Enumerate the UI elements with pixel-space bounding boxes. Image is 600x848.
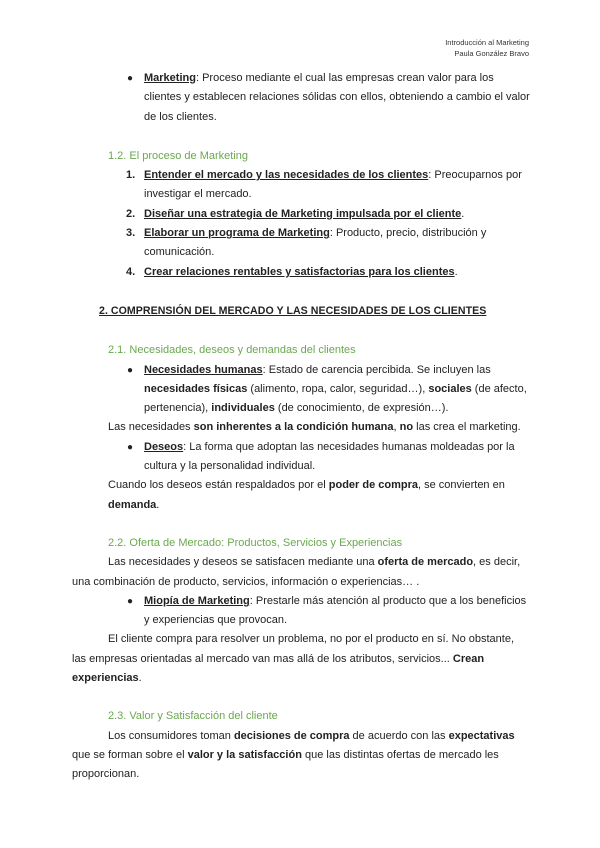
term-marketing: Marketing <box>144 72 196 84</box>
text-run: (de conocimiento, de expresión…). <box>274 402 449 415</box>
definition-text: : Prestarle más atención al producto que a los beneficios y experiencias que provocan. <box>144 594 527 627</box>
bullet-icon: ● <box>127 364 134 376</box>
text-run: que las distintas ofertas de mercado les proporcionan. <box>72 748 499 781</box>
header-course-title: Introducción al Marketing <box>445 38 529 47</box>
list-item <box>72 592 530 631</box>
list-item <box>72 263 530 282</box>
subsection-heading-1-2: 1.2. El proceso de Marketing <box>108 149 249 162</box>
text-run: , <box>393 421 400 434</box>
step-text: : Preocuparnos por investigar el mercado. <box>144 169 522 201</box>
text-run: . <box>138 672 142 685</box>
paragraph-experiences <box>72 630 530 688</box>
keyword: son inherentes a la condición humana <box>193 421 394 434</box>
text-run: Las necesidades <box>108 421 194 434</box>
step-number: 4. <box>126 265 136 278</box>
step-number: 1. <box>126 169 136 182</box>
step-title: Diseñar una estrategia de Marketing impulsada por el cliente <box>144 207 462 220</box>
step-number: 3. <box>126 227 136 240</box>
text-run: : Estado de carencia percibida. Se incluyen las <box>262 363 491 376</box>
list-item <box>72 361 530 419</box>
list-item <box>72 224 530 263</box>
text-run: que se forman sobre el <box>72 748 188 761</box>
paragraph-market-offer <box>72 553 530 592</box>
text-run: Cuando los deseos están respaldados por el <box>108 479 329 492</box>
text-run: las crea el marketing. <box>413 421 521 434</box>
text-run: . <box>156 498 160 511</box>
bullet-icon: ● <box>127 73 134 84</box>
keyword: Crean experiencias <box>72 652 485 685</box>
step-title: Crear relaciones rentables y satisfactorias para los clientes <box>144 265 455 278</box>
text-run: (alimento, ropa, calor, seguridad…), <box>247 382 429 395</box>
step-number: 2. <box>126 207 136 220</box>
paragraph-demand <box>72 476 530 515</box>
step-text: : Producto, precio, distribución y comunicación. <box>144 227 487 259</box>
process-steps-list <box>72 166 530 282</box>
list-item <box>72 166 530 205</box>
keyword: oferta de mercado <box>377 556 474 569</box>
bullet-icon: ● <box>127 441 134 453</box>
text-run: El cliente compra para resolver un problema, no por el producto en sí. No obstante, las empresas orientadas al mercado van mas allá de los atributos, servicios... <box>72 633 515 665</box>
text-run: (de afecto, pertenencia), <box>144 382 527 415</box>
subsection-heading-2-2: 2.2. Oferta de Mercado: Productos, Servicios y Experiencias <box>108 536 403 549</box>
step-text: . <box>454 265 458 278</box>
header-author: Paula González Bravo <box>454 49 529 58</box>
myopia-bullet-list <box>72 592 530 631</box>
bullet-icon: ● <box>127 595 134 607</box>
term-wants: Deseos <box>144 440 184 453</box>
document-body <box>72 69 530 785</box>
step-text: . <box>461 207 465 220</box>
step-title: Entender el mercado y las necesidades de los clientes <box>144 169 429 182</box>
text-run: , es decir, una combinación de producto, servicios, información o experiencias… . <box>72 556 521 588</box>
definition-text: : Proceso mediante el cual las empresas crean valor para los clientes y establecen relaciones sólidas con ellos, obteniendo a cambio el valor de los clientes. <box>144 72 530 123</box>
list-item <box>72 205 530 224</box>
text-run: , se convierten en <box>418 479 505 492</box>
keyword: poder de compra <box>328 479 419 492</box>
section-heading-2: 2. COMPRENSIÓN DEL MERCADO Y LAS NECESIDADES DE LOS CLIENTES <box>99 304 487 317</box>
keyword: expectativas <box>448 729 515 742</box>
subsection-heading-2-3: 2.3. Valor y Satisfacción del cliente <box>108 710 278 723</box>
keyword: necesidades físicas <box>144 382 248 395</box>
paragraph-needs-inherent <box>72 418 530 437</box>
term-needs: Necesidades humanas <box>144 363 263 376</box>
definition-text: : La forma que adoptan las necesidades humanas moldeadas por la cultura y la personalidad individual. <box>144 440 515 473</box>
page-header <box>445 37 529 59</box>
text-run: de acuerdo con las <box>349 729 449 742</box>
wants-bullet-list <box>72 438 530 477</box>
paragraph-value-satisfaction <box>72 727 530 785</box>
keyword: sociales <box>428 382 472 395</box>
keyword: individuales <box>211 402 275 415</box>
intro-bullet-list <box>72 69 530 127</box>
step-title: Elaborar un programa de Marketing <box>144 227 330 240</box>
text-run: Las necesidades y deseos se satisfacen mediante una <box>108 556 378 569</box>
keyword: valor y la satisfacción <box>187 748 302 761</box>
list-item <box>72 69 530 127</box>
keyword: demanda <box>108 498 157 511</box>
term-marketing-myopia: Miopía de Marketing <box>144 594 250 607</box>
text-run: Los consumidores toman <box>108 729 234 742</box>
keyword: decisiones de compra <box>233 729 350 742</box>
needs-bullet-list <box>72 361 530 419</box>
keyword: no <box>399 421 414 434</box>
list-item <box>72 438 530 477</box>
subsection-heading-2-1: 2.1. Necesidades, deseos y demandas del clientes <box>108 344 356 357</box>
